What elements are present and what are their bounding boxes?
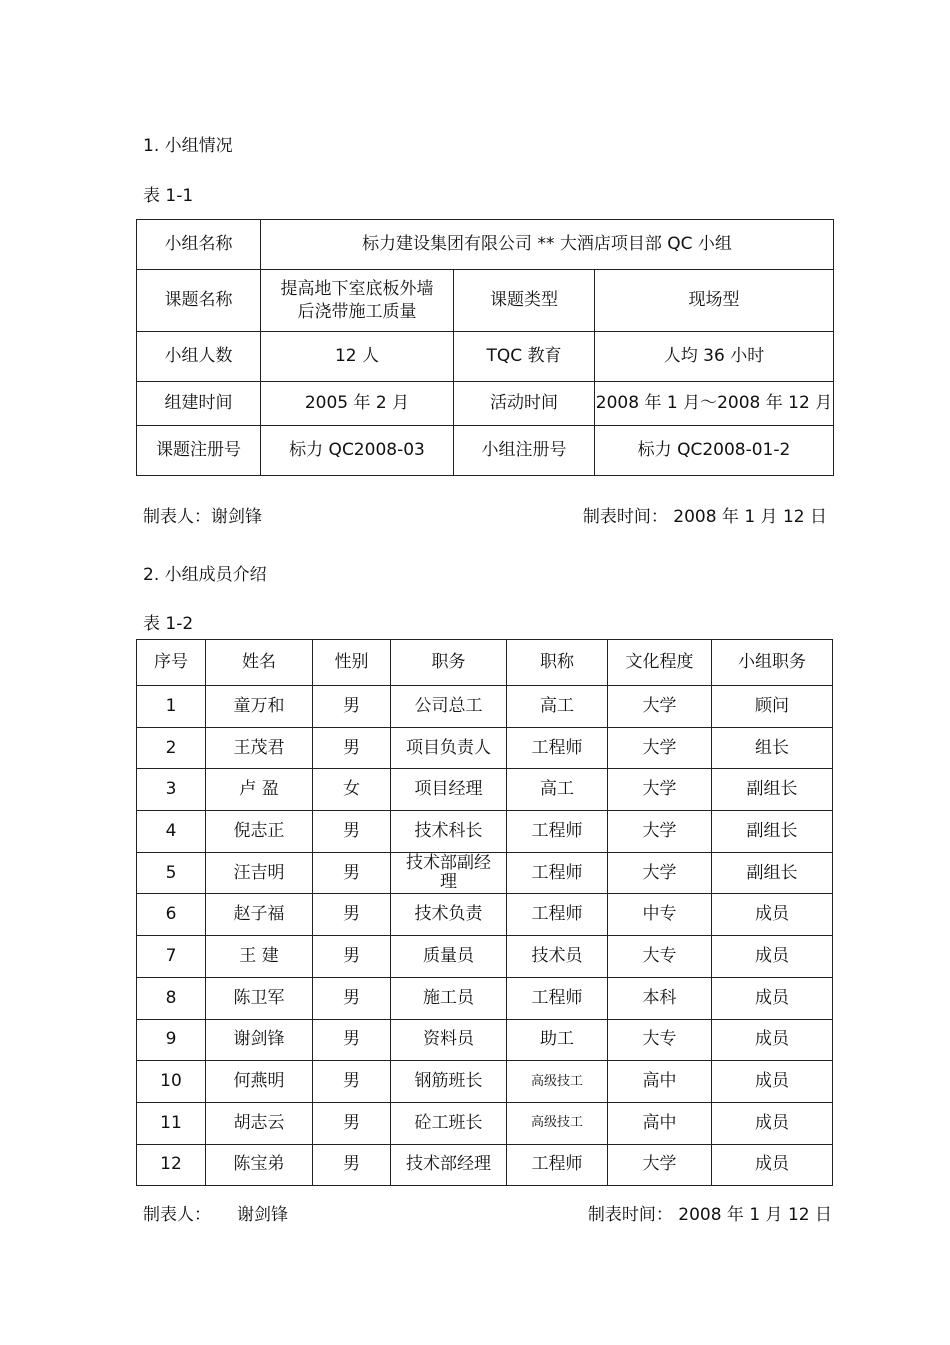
founded-value: 2005 年 2 月 [261, 382, 454, 426]
cell-education: 大专 [608, 936, 712, 978]
cell-seq: 12 [137, 1144, 206, 1186]
cell-seq: 2 [137, 727, 206, 769]
activity-time-label: 活动时间 [454, 382, 595, 426]
cell-seq: 6 [137, 894, 206, 936]
cell-position: 项目负责人 [391, 727, 507, 769]
topic-type-label: 课题类型 [454, 270, 595, 332]
cell-gender: 女 [313, 769, 391, 811]
cell-gender: 男 [313, 1061, 391, 1103]
cell-education: 大学 [608, 1144, 712, 1186]
cell-position: 技术部经理 [391, 1144, 507, 1186]
cell-education: 大学 [608, 811, 712, 853]
group-reg-value: 标力 QC2008-01-2 [595, 426, 834, 476]
cell-seq: 10 [137, 1061, 206, 1103]
cell-name: 倪志正 [206, 811, 313, 853]
cell-gender: 男 [313, 977, 391, 1019]
cell-title: 助工 [507, 1019, 608, 1061]
cell-seq: 3 [137, 769, 206, 811]
header-title: 职称 [507, 640, 608, 686]
cell-name: 陈卫军 [206, 977, 313, 1019]
cell-gender: 男 [313, 811, 391, 853]
cell-gender: 男 [313, 894, 391, 936]
cell-position: 钢筋班长 [391, 1061, 507, 1103]
header-education: 文化程度 [608, 640, 712, 686]
activity-time-value: 2008 年 1 月～2008 年 12 月 [595, 382, 834, 426]
header-seq: 序号 [137, 640, 206, 686]
cell-name: 陈宝弟 [206, 1144, 313, 1186]
cell-seq: 7 [137, 936, 206, 978]
cell-name: 胡志云 [206, 1102, 313, 1144]
cell-gender: 男 [313, 852, 391, 894]
cell-group-role: 成员 [712, 1019, 833, 1061]
cell-seq: 11 [137, 1102, 206, 1144]
cell-title: 工程师 [507, 894, 608, 936]
section1-heading: 1. 小组情况 [143, 136, 233, 156]
topic-reg-value: 标力 QC2008-03 [261, 426, 454, 476]
tqc-label: TQC 教育 [454, 332, 595, 382]
header-position: 职务 [391, 640, 507, 686]
topic-reg-label: 课题注册号 [137, 426, 261, 476]
topic-type-value: 现场型 [595, 270, 834, 332]
cell-title: 工程师 [507, 727, 608, 769]
table2-time: 制表时间： 2008 年 1 月 12 日 [587, 1205, 832, 1225]
table-row [137, 977, 833, 1019]
table-row [137, 1061, 833, 1103]
group-name-value: 标力建设集团有限公司 ** 大酒店项目部 QC 小组 [261, 220, 834, 270]
header-name: 姓名 [206, 640, 313, 686]
members-table [136, 639, 833, 1186]
cell-title: 高级技工 [507, 1102, 608, 1144]
cell-group-role: 顾问 [712, 686, 833, 728]
group-reg-label: 小组注册号 [454, 426, 595, 476]
table-row [137, 1144, 833, 1186]
cell-seq: 9 [137, 1019, 206, 1061]
cell-position: 砼工班长 [391, 1102, 507, 1144]
cell-name: 卢 盈 [206, 769, 313, 811]
cell-group-role: 副组长 [712, 769, 833, 811]
table-row [137, 686, 833, 728]
cell-position: 项目经理 [391, 769, 507, 811]
table-row [137, 769, 833, 811]
group-name-label: 小组名称 [137, 220, 261, 270]
topic-name-line1: 提高地下室底板外墙 [280, 278, 434, 299]
cell-gender: 男 [313, 686, 391, 728]
cell-title: 高工 [507, 769, 608, 811]
cell-gender: 男 [313, 727, 391, 769]
cell-group-role: 副组长 [712, 811, 833, 853]
table-row [137, 852, 833, 894]
cell-position: 技术负责 [391, 894, 507, 936]
table-row [137, 1102, 833, 1144]
cell-position: 资料员 [391, 1019, 507, 1061]
cell-group-role: 成员 [712, 1144, 833, 1186]
cell-group-role: 组长 [712, 727, 833, 769]
cell-education: 高中 [608, 1102, 712, 1144]
cell-name: 何燕明 [206, 1061, 313, 1103]
table-row [137, 936, 833, 978]
cell-group-role: 成员 [712, 1061, 833, 1103]
cell-position: 技术部副经理 [391, 852, 507, 894]
cell-position: 技术科长 [391, 811, 507, 853]
topic-name-line2: 后浇带施工质量 [297, 301, 417, 322]
cell-position: 质量员 [391, 936, 507, 978]
cell-name: 王茂君 [206, 727, 313, 769]
member-count-label: 小组人数 [137, 332, 261, 382]
cell-name: 汪吉明 [206, 852, 313, 894]
members-header-row [137, 640, 833, 686]
topic-name-label: 课题名称 [137, 270, 261, 332]
cell-gender: 男 [313, 1102, 391, 1144]
cell-group-role: 成员 [712, 977, 833, 1019]
cell-education: 大学 [608, 852, 712, 894]
cell-group-role: 成员 [712, 936, 833, 978]
topic-name-value [261, 270, 454, 332]
cell-title: 高级技工 [507, 1061, 608, 1103]
table-row [137, 811, 833, 853]
cell-position: 施工员 [391, 977, 507, 1019]
cell-education: 大专 [608, 1019, 712, 1061]
table-row [137, 1019, 833, 1061]
cell-gender: 男 [313, 1144, 391, 1186]
cell-group-role: 成员 [712, 1102, 833, 1144]
cell-education: 本科 [608, 977, 712, 1019]
cell-group-role: 成员 [712, 894, 833, 936]
cell-name: 王 建 [206, 936, 313, 978]
cell-name: 童万和 [206, 686, 313, 728]
section2-heading: 2. 小组成员介绍 [143, 565, 267, 585]
table2-maker-name: 谢剑锋 [237, 1205, 288, 1225]
tqc-value: 人均 36 小时 [595, 332, 834, 382]
cell-name: 谢剑锋 [206, 1019, 313, 1061]
table2-maker-label: 制表人： [143, 1205, 211, 1225]
cell-seq: 5 [137, 852, 206, 894]
cell-title: 工程师 [507, 811, 608, 853]
header-gender: 性别 [313, 640, 391, 686]
table1-label: 表 1-1 [143, 186, 194, 206]
cell-seq: 1 [137, 686, 206, 728]
cell-education: 大学 [608, 686, 712, 728]
cell-title: 工程师 [507, 977, 608, 1019]
table-row [137, 727, 833, 769]
cell-group-role: 副组长 [712, 852, 833, 894]
cell-education: 大学 [608, 727, 712, 769]
table1-time: 制表时间： 2008 年 1 月 12 日 [582, 507, 827, 527]
cell-gender: 男 [313, 1019, 391, 1061]
cell-title: 高工 [507, 686, 608, 728]
cell-position: 公司总工 [391, 686, 507, 728]
cell-title: 工程师 [507, 1144, 608, 1186]
cell-title: 工程师 [507, 852, 608, 894]
cell-education: 大学 [608, 769, 712, 811]
cell-seq: 4 [137, 811, 206, 853]
member-count-value: 12 人 [261, 332, 454, 382]
cell-title: 技术员 [507, 936, 608, 978]
cell-education: 中专 [608, 894, 712, 936]
cell-education: 高中 [608, 1061, 712, 1103]
group-info-table [136, 219, 834, 476]
founded-label: 组建时间 [137, 382, 261, 426]
cell-name: 赵子福 [206, 894, 313, 936]
header-group-role: 小组职务 [712, 640, 833, 686]
table-row [137, 894, 833, 936]
cell-gender: 男 [313, 936, 391, 978]
table2-label: 表 1-2 [143, 614, 194, 634]
table1-maker: 制表人：谢剑锋 [143, 507, 262, 527]
cell-seq: 8 [137, 977, 206, 1019]
